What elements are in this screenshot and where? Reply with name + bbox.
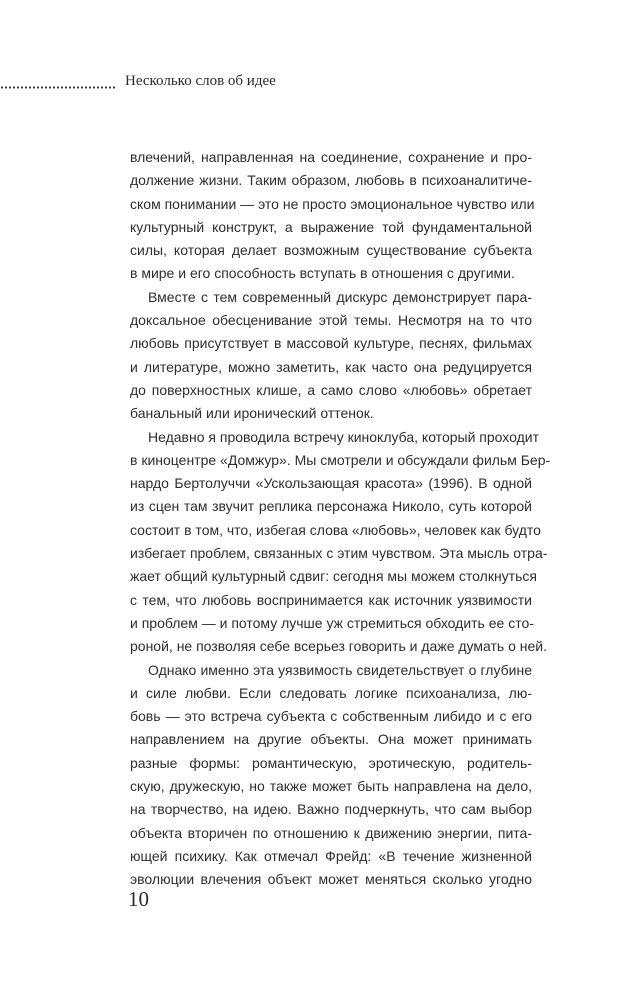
running-head: Несколько слов об идее [125, 73, 276, 89]
text-line: доксальное обесценивание этой темы. Несмотря на то что [130, 312, 532, 329]
text-line: в киноцентре «Домжур». Мы смотрели и обсуждали фильм Бер- [130, 451, 551, 468]
text-line: до поверхностных клише, а само слово «любовь» обретает [130, 381, 532, 398]
text-line: избегает проблем, связанных с этим чувством. Эта мысль отра- [130, 545, 548, 562]
text-line: скую, дружескую, но также может быть направлена на дело, [130, 778, 532, 795]
text-line: нардо Бертолуччи «Ускользающая красота» (1996). В одной [130, 475, 532, 492]
text-line: и силе любви. Если следовать логике психоанализа, лю- [130, 684, 532, 701]
text-line: в мире и его способность вступать в отношения с другими. [130, 265, 515, 282]
text-line: и литературе, можно заметить, как часто она редуцируется [130, 358, 532, 375]
text-line: объекта вторичен по отношению к движению энергии, пита- [130, 824, 532, 841]
text-line: влечений, направленная на соединение, сохранение и про- [130, 149, 532, 165]
text-line: культурный конструкт, а выражение той фундаментальной [130, 218, 532, 235]
text-line: силы, которая делает возможным существование субъекта [130, 242, 532, 259]
text-line: роной, не позволяя себе всерьез говорить и даже думать о ней. [130, 638, 547, 655]
text-line: и проблем — и потому лучше уж стремиться обходить ее сто- [130, 614, 534, 631]
page-number: 10 [128, 887, 149, 911]
text-line: с тем, что любовь воспринимается как источник уязвимости [130, 591, 532, 608]
text-line: банальный или иронический оттенок. [130, 405, 374, 422]
text-line: разные формы: романтическую, эротическую, родитель- [130, 754, 532, 771]
text-line: Недавно я проводила встречу киноклуба, который проходит [148, 428, 540, 445]
body-text [130, 146, 551, 892]
text-line: эволюции влечения объект может меняться сколько угодно [130, 871, 532, 888]
text-line: любовь присутствует в массовой культуре, песнях, фильмах [130, 335, 532, 352]
text-line: ющей психику. Как отмечал Фрейд: «В течение жизненной [130, 847, 532, 864]
text-line: бовь — это встреча субъекта с собственным либидо и с его [130, 708, 532, 725]
text-line: из сцен там звучит реплика персонажа Николо, суть которой [130, 498, 532, 515]
text-line: направлением на другие объекты. Она может принимать [130, 731, 532, 748]
text-line: должение жизни. Таким образом, любовь в психоаналитиче- [130, 172, 532, 189]
text-line: на творчество, на идею. Важно подчеркнуть, что сам выбор [130, 801, 532, 818]
text-line: жает общий культурный сдвиг: сегодня мы можем столкнуться [130, 568, 537, 585]
text-line: Вместе с тем современный дискурс демонстрирует пара- [148, 288, 532, 305]
text-line: Однако именно эта уязвимость свидетельствует о глубине [148, 661, 532, 678]
text-line: состоит в том, что, избегая слова «любовь», человек как будто [130, 521, 541, 538]
header-dotted-leader [0, 86, 116, 89]
text-line: ском понимании — это не просто эмоциональное чувство или [130, 195, 535, 212]
